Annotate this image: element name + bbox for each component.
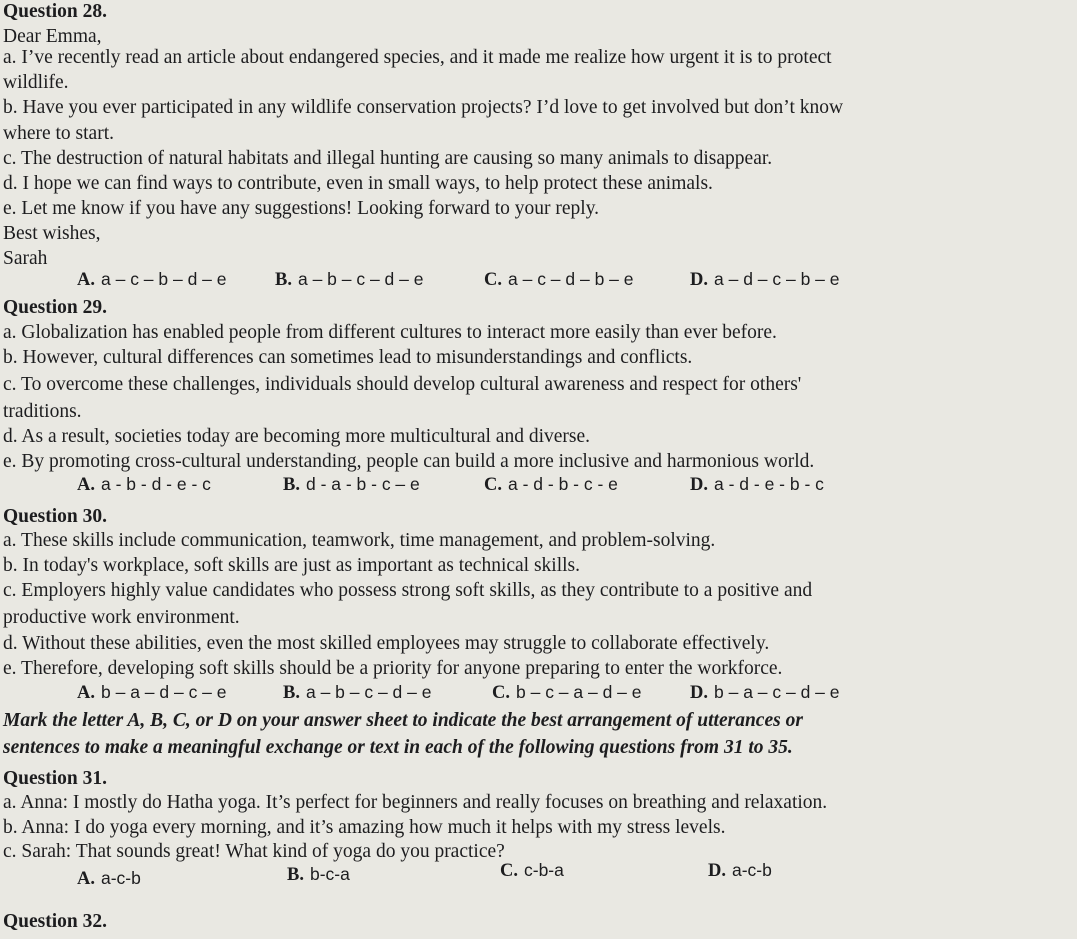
- q29-sentence-a: a. Globalization has enabled people from different cultures to interact more easily than ever before.: [3, 322, 777, 343]
- q29-option-c[interactable]: C. a - d - b - c - e: [484, 474, 618, 495]
- q28-sentence-d: d. I hope we can find ways to contribute, even in small ways, to help protect these animals.: [3, 173, 713, 194]
- q30-sentence-d: d. Without these abilities, even the most skilled employees may struggle to collaborate effectively.: [3, 633, 770, 654]
- question-29-title: Question 29.: [3, 297, 108, 318]
- instruction-line2: sentences to make a meaningful exchange or text in each of the following questions from 31 to 35.: [3, 737, 793, 758]
- q29-option-a[interactable]: A. a - b - d - e - c: [77, 474, 211, 495]
- q28-sentence-e: e. Let me know if you have any suggestions! Looking forward to your reply.: [3, 198, 600, 219]
- q30-option-c[interactable]: C. b – c – a – d – e: [492, 682, 642, 703]
- q30-option-b[interactable]: B. a – b – c – d – e: [283, 682, 432, 703]
- q31-option-c[interactable]: C. c-b-a: [500, 860, 564, 881]
- q30-sentence-e: e. Therefore, developing soft skills should be a priority for anyone preparing to enter the workforce.: [3, 658, 783, 679]
- q28-greeting: Dear Emma,: [3, 26, 102, 47]
- question-28-title: Question 28.: [3, 1, 108, 22]
- q30-sentence-b: b. In today's workplace, soft skills are just as important as technical skills.: [3, 555, 581, 576]
- instruction-line1: Mark the letter A, B, C, or D on your answer sheet to indicate the best arrangement of utterances or: [3, 710, 803, 731]
- question-32-title: Question 32.: [3, 911, 108, 932]
- q29-sentence-c-line1: c. To overcome these challenges, individuals should develop cultural awareness and respect for others': [3, 374, 802, 395]
- q30-sentence-a: a. These skills include communication, teamwork, time management, and problem-solving.: [3, 530, 716, 551]
- q28-sentence-a-line2: wildlife.: [3, 72, 69, 93]
- q31-utterance-a: a. Anna: I mostly do Hatha yoga. It’s perfect for beginners and really focuses on breathing and relaxation.: [3, 792, 828, 813]
- q29-sentence-d: d. As a result, societies today are becoming more multicultural and diverse.: [3, 426, 590, 447]
- q31-option-b[interactable]: B. b-c-a: [287, 864, 350, 885]
- q29-sentence-e: e. By promoting cross-cultural understanding, people can build a more inclusive and harmonious world.: [3, 451, 815, 472]
- q31-option-a[interactable]: A. a-c-b: [77, 868, 141, 889]
- question-30-title: Question 30.: [3, 506, 108, 527]
- q28-signature: Sarah: [3, 248, 48, 269]
- question-31-title: Question 31.: [3, 768, 108, 789]
- q28-option-d[interactable]: D. a – d – c – b – e: [690, 269, 840, 290]
- q31-utterance-c: c. Sarah: That sounds great! What kind of yoga do you practice?: [3, 841, 505, 862]
- q29-sentence-b: b. However, cultural differences can sometimes lead to misunderstandings and conflicts.: [3, 347, 693, 368]
- q30-option-a[interactable]: A. b – a – d – c – e: [77, 682, 227, 703]
- q28-sentence-b-line2: where to start.: [3, 123, 115, 144]
- q28-option-c[interactable]: C. a – c – d – b – e: [484, 269, 634, 290]
- q29-option-d[interactable]: D. a - d - e - b - c: [690, 474, 824, 495]
- q28-option-b[interactable]: B. a – b – c – d – e: [275, 269, 424, 290]
- q28-sentence-c: c. The destruction of natural habitats and illegal hunting are causing so many animals to disappear.: [3, 148, 773, 169]
- q29-sentence-c-line2: traditions.: [3, 401, 82, 422]
- q28-option-a[interactable]: A. a – c – b – d – e: [77, 269, 227, 290]
- q31-option-d[interactable]: D. a-c-b: [708, 860, 772, 881]
- q31-utterance-b: b. Anna: I do yoga every morning, and it’s amazing how much it helps with my stress levels.: [3, 817, 726, 838]
- q30-option-d[interactable]: D. b – a – c – d – e: [690, 682, 840, 703]
- q30-sentence-c-line1: c. Employers highly value candidates who possess strong soft skills, as they contribute to a positive and: [3, 580, 813, 601]
- q28-sentence-b-line1: b. Have you ever participated in any wildlife conservation projects? I’d love to get involved but don’t know: [3, 97, 844, 118]
- q28-sentence-a-line1: a. I’ve recently read an article about endangered species, and it made me realize how urgent it is to protect: [3, 47, 832, 68]
- q29-option-b[interactable]: B. d - a - b - c – e: [283, 474, 420, 495]
- q30-sentence-c-line2: productive work environment.: [3, 607, 240, 628]
- q28-closing: Best wishes,: [3, 223, 101, 244]
